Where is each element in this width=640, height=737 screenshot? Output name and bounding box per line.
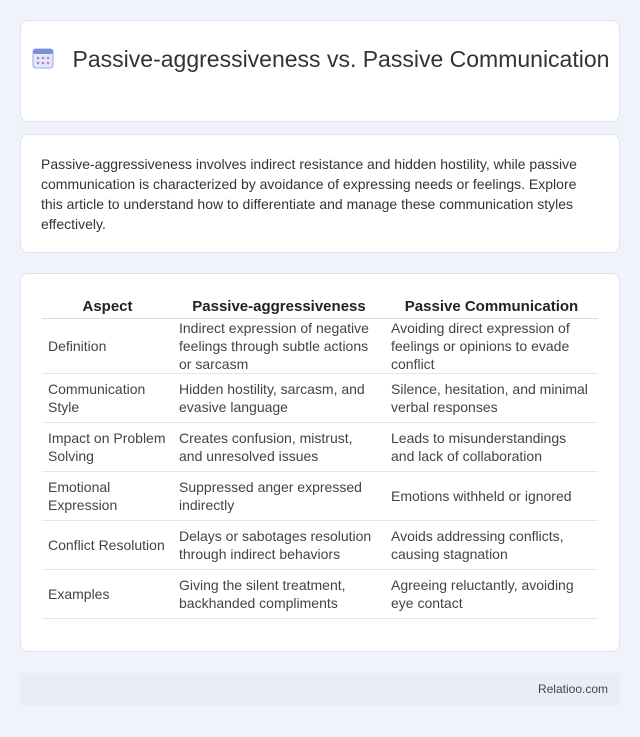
row-pc-cell: Silence, hesitation, and minimal verbal responses bbox=[385, 374, 598, 423]
table-row bbox=[42, 472, 598, 521]
row-aspect-cell: Definition bbox=[42, 319, 173, 374]
page-title-wrap bbox=[21, 45, 619, 74]
row-aspect-cell: Conflict Resolution bbox=[42, 521, 173, 570]
row-pa-cell: Delays or sabotages resolution through indirect behaviors bbox=[173, 521, 385, 570]
table-row bbox=[42, 521, 598, 570]
table-row bbox=[42, 374, 598, 423]
row-pc-cell: Avoiding direct expression of feelings or opinions to evade conflict bbox=[385, 319, 598, 374]
row-pa-cell: Suppressed anger expressed indirectly bbox=[173, 472, 385, 521]
table-row bbox=[42, 423, 598, 472]
row-aspect-cell: Emotional Expression bbox=[42, 472, 173, 521]
row-pa-cell: Hidden hostility, sarcasm, and evasive language bbox=[173, 374, 385, 423]
intro-card bbox=[20, 134, 620, 253]
row-pc-cell: Leads to misunderstandings and lack of collaboration bbox=[385, 423, 598, 472]
header-passive-aggressiveness: Passive-aggressiveness bbox=[173, 296, 385, 319]
row-pc-cell: Agreeing reluctantly, avoiding eye contact bbox=[385, 570, 598, 619]
table-row bbox=[42, 319, 598, 374]
row-pc-cell: Avoids addressing conflicts, causing stagnation bbox=[385, 521, 598, 570]
table-row bbox=[42, 570, 598, 619]
row-pc-cell: Emotions withheld or ignored bbox=[385, 472, 598, 521]
page-title: Passive-aggressiveness vs. Passive Communication bbox=[72, 46, 610, 72]
comparison-table bbox=[42, 296, 598, 619]
footer-brand: Relatioo.com bbox=[537, 682, 608, 696]
footer-bar bbox=[20, 673, 620, 706]
row-aspect-cell: Examples bbox=[42, 570, 173, 619]
calendar-icon bbox=[31, 46, 55, 70]
row-pa-cell: Giving the silent treatment, backhanded compliments bbox=[173, 570, 385, 619]
table-header-row bbox=[42, 296, 598, 319]
comparison-card bbox=[20, 273, 620, 652]
row-aspect-cell: Communication Style bbox=[42, 374, 173, 423]
header-aspect: Aspect bbox=[42, 296, 173, 319]
intro-paragraph: Passive-aggressiveness involves indirect resistance and hidden hostility, while passive communication is characterized by avoidance of expressing needs or feelings. Explore this article to understand how to differentiate and manage these communication styles effectively. bbox=[41, 156, 577, 232]
row-aspect-cell: Impact on Problem Solving bbox=[42, 423, 173, 472]
row-pa-cell: Indirect expression of negative feelings through subtle actions or sarcasm bbox=[173, 319, 385, 374]
header-passive-communication: Passive Communication bbox=[385, 296, 598, 319]
row-pa-cell: Creates confusion, mistrust, and unresolved issues bbox=[173, 423, 385, 472]
title-card bbox=[20, 20, 620, 122]
